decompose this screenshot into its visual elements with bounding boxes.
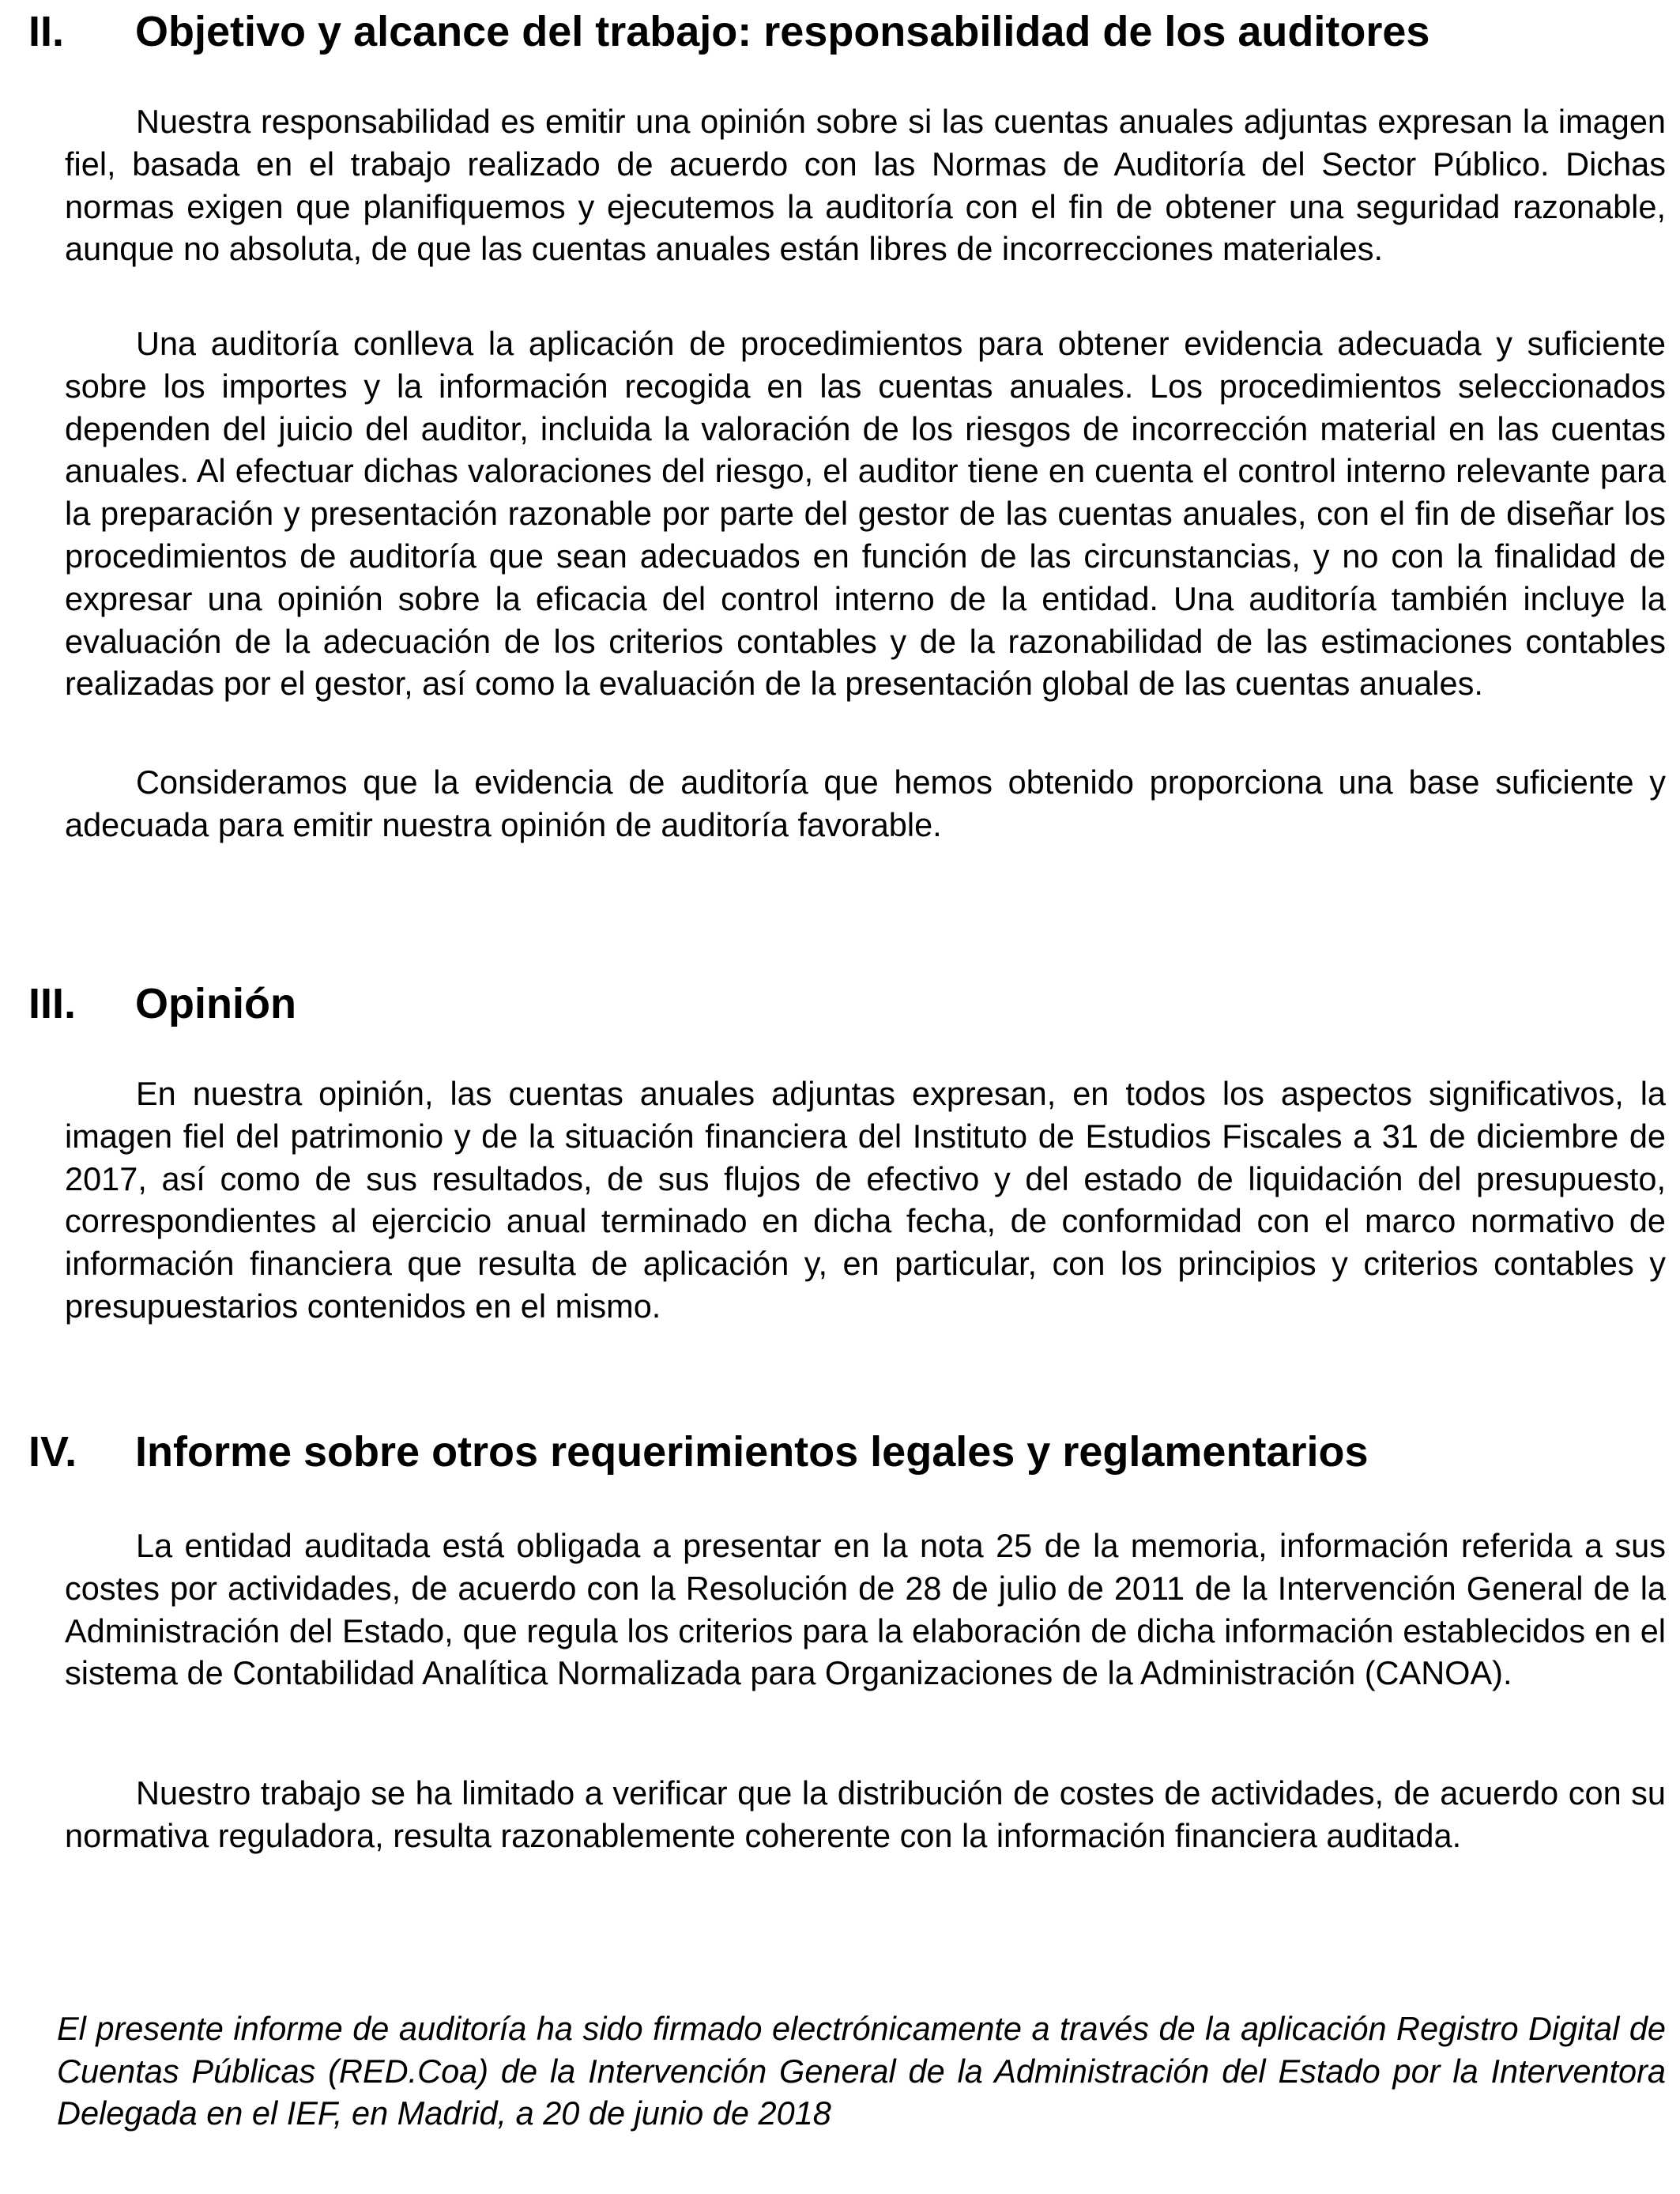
paragraph: Una auditoría conlleva la aplicación de procedimientos para obtener evidencia adecuada y suficiente sobre los importes y la información recogida en las cuentas anuales. Los procedimientos seleccionados dependen del juicio del auditor, incluida la valoración de los riesgos de incorrección material en las cuentas anuales. Al efectuar dichas valoraciones del riesgo, el auditor tiene en cuenta el control interno relevante para la preparación y presentación razonable por parte del gestor de las cuentas anuales, con el fin de diseñar los procedimientos de auditoría que sean adecuados en función de las circunstancias, y no con la finalidad de expresar una opinión sobre la eficacia del control interno de la entidad. Una auditoría también incluye la evaluación de la adecuación de los criterios contables y de la razonabilidad de las estimaciones contables realizadas por el gestor, así como la evaluación de la presentación global de las cuentas anuales. <box>65 325 1666 703</box>
section-number: II. <box>28 8 65 55</box>
section-number: III. <box>28 980 77 1027</box>
section-number: IV. <box>28 1428 77 1476</box>
section-heading-otros-requerimientos <box>28 1427 1656 1477</box>
paragraph: Nuestro trabajo se ha limitado a verificar que la distribución de costes de actividades, de acuerdo con su normativa reguladora, resulta razonablemente coherente con la información financiera auditada. <box>65 1774 1666 1854</box>
section-heading-objetivo <box>28 6 1656 57</box>
paragraph: La entidad auditada está obligada a presentar en la nota 25 de la memoria, información referida a sus costes por actividades, de acuerdo con la Resolución de 28 de julio de 2011 de la Intervención General de la Administración del Estado, que regula los criterios para la elaboración de dicha información establecidos en el sistema de Contabilidad Analítica Normalizada para Organizaciones de la Administración (CANOA). <box>65 1527 1666 1692</box>
section-title: Informe sobre otros requerimientos legales y reglamentarios <box>135 1428 1369 1476</box>
section-title: Objetivo y alcance del trabajo: responsabilidad de los auditores <box>135 8 1430 55</box>
paragraph: Consideramos que la evidencia de auditoría que hemos obtenido proporciona una base suficiente y adecuada para emitir nuestra opinión de auditoría favorable. <box>65 763 1666 843</box>
paragraph: En nuestra opinión, las cuentas anuales adjuntas expresan, en todos los aspectos significativos, la imagen fiel del patrimonio y de la situación financiera del Instituto de Estudios Fiscales a 31 de diciembre de 2017, así como de sus resultados, de sus flujos de efectivo y del estado de liquidación del presupuesto, correspondientes al ejercicio anual terminado en dicha fecha, de conformidad con el marco normativo de información financiera que resulta de aplicación y, en particular, con los principios y criterios contables y presupuestarios contenidos en el mismo. <box>65 1075 1666 1325</box>
section-heading-opinion <box>28 978 1656 1029</box>
paragraph: Nuestra responsabilidad es emitir una opinión sobre si las cuentas anuales adjuntas expresan la imagen fiel, basada en el trabajo realizado de acuerdo con las Normas de Auditoría del Sector Público. Dichas normas exigen que planifiquemos y ejecutemos la auditoría con el fin de obtener una seguridad razonable, aunque no absoluta, de que las cuentas anuales están libres de incorrecciones materiales. <box>65 103 1666 268</box>
signature-note: El presente informe de auditoría ha sido firmado electrónicamente a través de la aplicación Registro Digital de Cuentas Públicas (RED.Coa) de la Intervención General de la Administración del Estado por la Interventora Delegada en el IEF, en Madrid, a 20 de junio de 2018 <box>57 2010 1666 2132</box>
section-title: Opinión <box>135 980 296 1027</box>
